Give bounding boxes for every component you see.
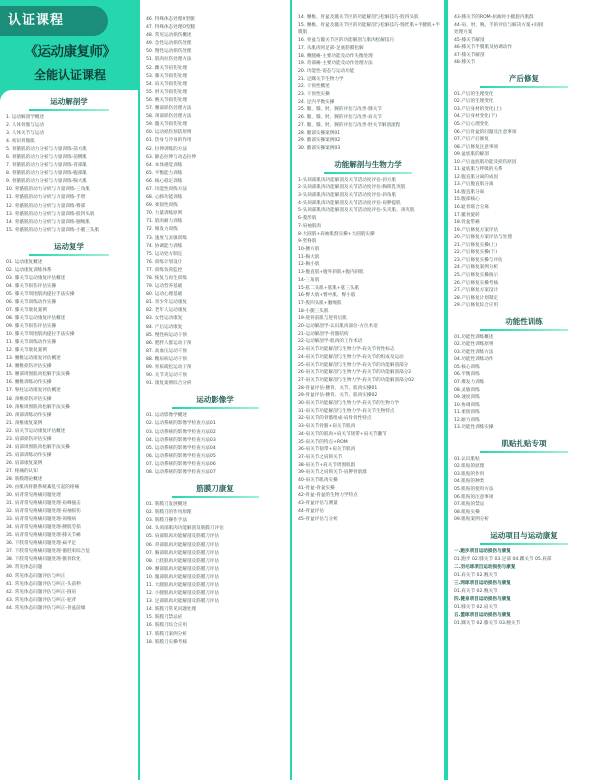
list-item: 74. 协调能力训练 bbox=[146, 243, 183, 249]
list-item: 44-肩、肘、腕、手的评估与解决方案+间接 bbox=[454, 22, 544, 28]
list-item: 23. 干预性实操 bbox=[298, 92, 330, 98]
release-list bbox=[292, 0, 444, 153]
list-item: 75. 运动处方制定 bbox=[146, 251, 183, 257]
list-item: 08.灵敏训练 bbox=[454, 387, 480, 393]
list-item: 02.肌贴的原理 bbox=[454, 464, 485, 470]
list-item: 05.产后心理变化 bbox=[454, 122, 489, 128]
list-item: 14.腹直肌分离 bbox=[454, 189, 485, 195]
list-item: 03. 运动系统的影像学检查方法02 bbox=[146, 429, 216, 435]
list-item: 27. 腿、膝、肘、腕的评估与改善-肘关节解剖流程 bbox=[298, 122, 401, 128]
list-item: 05.肌贴的使用方法 bbox=[454, 486, 494, 492]
list-item: 17. 脊柱运动康复评估概述 bbox=[6, 388, 61, 394]
list-item: 57. 腰部损伤处理方法 bbox=[146, 106, 192, 112]
list-item: 03.产后身材的变化(上) bbox=[454, 106, 502, 112]
list-item: 09. 膝关节损伤评估实操 bbox=[6, 324, 57, 330]
list-item: 85. 慢性病运动干预 bbox=[146, 332, 187, 338]
list-item: 9-竖脊肌 bbox=[298, 239, 317, 245]
list-item: 35. 肩背常见疼痛问题处理-膝关节痛 bbox=[6, 533, 81, 539]
list-item: 20. 颈部训练动作实操 bbox=[6, 412, 52, 418]
list-item: 19-胫骨前肌与胫骨后肌 bbox=[298, 316, 347, 322]
list-item: 61. 热身与冷身的作用 bbox=[146, 138, 192, 144]
list-item: 4. 初识骨骼肌 bbox=[6, 139, 35, 145]
list-item: 17. 筋膜刀案例分析 bbox=[146, 631, 187, 637]
list-item: 16. 骨盆与髋关节区的功能解剖与肌肉松解技巧 bbox=[298, 38, 395, 44]
list-item: 59. 髋关节损伤处理 bbox=[146, 122, 187, 128]
list-item: 34. 肩背常见疼痛问题处理-腰肌劳损 bbox=[6, 525, 81, 531]
column-3 bbox=[292, 0, 444, 780]
list-item: 11. 膝关节训练动作实操 bbox=[6, 340, 57, 346]
sport-group-title: 二.羽毛球项目运动损伤与康复 bbox=[454, 564, 516, 570]
list-item: 47. 特殊体态处理O型腿 bbox=[146, 25, 196, 31]
list-item: 11. 骨骼肌的动力分析与力量训练-手臂 bbox=[6, 195, 86, 201]
list-item: 29. 腿部实操案例02 bbox=[298, 138, 341, 144]
sport-group-items: 01.肩关节 02.腕关节 bbox=[454, 572, 498, 578]
list-item: 06. 背部肌肉功能解剖及筋膜刀评估 bbox=[146, 542, 220, 548]
list-item: 01.产后的生理变化 bbox=[454, 91, 494, 97]
list-item: 38. 下肢常见疼痛问题处理-髌骨软化 bbox=[6, 557, 81, 563]
list-item: 28. 腿部实操案例01 bbox=[298, 130, 341, 136]
list-item: 32-肩关节的骨骼组成-肩骨骨性特点 bbox=[298, 416, 372, 422]
list-item: 30. 肩背常见疼痛问题处理 bbox=[6, 493, 61, 499]
sport-group-title: 三.网球项目运动损伤与康复 bbox=[454, 580, 511, 586]
list-item: 15. 筋膜刀禁忌症 bbox=[146, 615, 183, 621]
list-item: 40-肩关节肌肉实操 bbox=[298, 478, 338, 484]
list-item: 18. 筋膜刀实操考核 bbox=[146, 639, 187, 645]
list-item: 01. 运动康复概述 bbox=[6, 259, 43, 265]
list-item: 46-膝关节半膜肌及协调动作 bbox=[454, 45, 513, 51]
list-item: 22. 干预性概述 bbox=[298, 84, 330, 90]
list-item: 12. 骨骼肌的动力分析与力量训练-臀部 bbox=[6, 203, 86, 209]
list-item: 02.产后的生理变化 bbox=[454, 99, 494, 105]
list-item: 09.速度训练 bbox=[454, 395, 480, 401]
list-item: 2-头颈部肌肉功能解剖及关节活动度评估-胸锁乳突肌 bbox=[298, 185, 406, 191]
list-item: 08. 上肢肌肉功能解剖及筋膜刀评估 bbox=[146, 558, 220, 564]
list-item: 30. 腿部实操案例03 bbox=[298, 145, 341, 151]
list-item: 26.产后修复实操考核 bbox=[454, 280, 499, 286]
list-item: 12-胸小肌 bbox=[298, 262, 320, 268]
course-badge: 认证课程 bbox=[0, 6, 108, 36]
rehab-list bbox=[0, 259, 138, 613]
sport-group-items: 01.跑步 02.膝关节 03.足部 04.踝关节 05.肩部 bbox=[454, 556, 552, 562]
list-item: 83. 女性运动康复 bbox=[146, 316, 183, 322]
list-item: 78. 恢复与再生训练 bbox=[146, 276, 187, 281]
sport-group-items: 01.膝关节 02.肩关节 bbox=[454, 604, 498, 610]
list-item: 13.功能性训练实操 bbox=[454, 425, 494, 431]
list-item: 07.产后产后修复 bbox=[454, 137, 489, 143]
list-item: 09. 腰部肌肉功能解剖及筋膜刀评估 bbox=[146, 566, 220, 572]
list-item: 07. 运动系统的影像学检查方法06 bbox=[146, 461, 216, 467]
list-item: 25. 肩部训练动作实操 bbox=[6, 452, 52, 458]
list-item: 29.产后修复综合应用 bbox=[454, 303, 499, 309]
list-item: 28. 筋膜理论概述 bbox=[6, 476, 43, 482]
list-item: 03. 膝关节运动康复评估概述 bbox=[6, 275, 66, 281]
list-item: 41. 常见体态问题评估与纠正-头前伸 bbox=[6, 581, 81, 587]
list-item: 6. 骨骼肌的动力分析与力量训练-前侧肌 bbox=[6, 155, 88, 161]
list-item: 16.耻骨联合分离 bbox=[454, 205, 489, 211]
list-item: 11.盆底肌与呼吸的关系 bbox=[454, 167, 503, 173]
list-item: 15. 骨骼肌的动力分析与力量训练-小腿三头肌 bbox=[6, 227, 100, 233]
list-item: 15-肱二头肌+肱肌+肱三头肌 bbox=[298, 285, 360, 291]
list-item: 70. 力量训练原则 bbox=[146, 211, 183, 217]
list-item: 14. 骨骼肌的动力分析与力量训练-腘绳肌 bbox=[6, 219, 90, 225]
list-item: 43-膝关节的ROM-屈曲时小腿旋内肌群 bbox=[454, 15, 534, 20]
list-item: 64. 本体感觉训练 bbox=[146, 162, 183, 168]
sport-groups bbox=[448, 548, 600, 628]
list-item: 12. 小腿肌肉功能解剖及筋膜刀评估 bbox=[146, 591, 220, 597]
section-title: 运动解剖学 bbox=[0, 96, 138, 111]
list-item: 08. 膝关节运动康复评估概述 bbox=[6, 316, 66, 322]
list-item: 13. 腰椎运动康复评估概述 bbox=[6, 356, 61, 362]
title-line-2: 全能认证课程 bbox=[33, 68, 106, 82]
list-item: 72. 爆发力训练 bbox=[146, 227, 178, 233]
list-item: 42. 常见体态问题评估与纠正-圆肩 bbox=[6, 589, 77, 595]
list-item: 17.骶骨旋转 bbox=[454, 212, 480, 218]
list-item: 07. 胸部肌肉功能解剖及筋膜刀评估 bbox=[146, 550, 220, 556]
list-item: 10. 骨骼肌的动力分析与力量训练-三角肌 bbox=[6, 187, 90, 193]
list-item: 12. 膝关节康复案例 bbox=[6, 348, 47, 354]
list-item: 25.产后修复实操演示 bbox=[454, 272, 499, 278]
postpartum-list bbox=[448, 91, 600, 310]
list-item: 24. 足内平衡实操 bbox=[298, 99, 335, 105]
list-item: 02. 运动系统的影像学检查方法01 bbox=[146, 421, 216, 427]
list-item: 27.产后修复方案设计 bbox=[454, 288, 499, 294]
list-item: 44-骨盆评估 bbox=[298, 508, 324, 514]
list-item: 68. 心肺功能训练 bbox=[146, 195, 183, 201]
list-item: 24.产后修复案例分析 bbox=[454, 265, 499, 271]
list-item: 12.腹直肌分离的成因 bbox=[454, 174, 499, 180]
list-item: 33. 肩背常见疼痛问题处理-颈椎病 bbox=[6, 517, 77, 523]
list-item: 01.功能性训练概述 bbox=[454, 334, 494, 340]
list-item: 02.功能性训练原则 bbox=[454, 342, 494, 348]
list-item: 51. 肌肉拉伤处理方法 bbox=[146, 57, 192, 63]
knee-list bbox=[448, 0, 600, 67]
list-item: 39. 常见体态问题 bbox=[6, 565, 43, 571]
list-item: 58. 颈部损伤处理方法 bbox=[146, 114, 192, 120]
list-item: 86. 肥胖人群运动干预 bbox=[146, 340, 192, 346]
column-1 bbox=[0, 90, 138, 780]
list-item: 22. 肩关节运动康复评估概述 bbox=[6, 428, 66, 434]
list-item: 79. 运动营养基础 bbox=[146, 284, 183, 290]
list-item: 30-肩关节功能解剖与生物力学-肩关节的生物力学 bbox=[298, 401, 400, 407]
list-item: 34-肩关节的肌肉+肩关节韧带+肩关节囊节 bbox=[298, 431, 387, 437]
biomechanics-list bbox=[292, 177, 444, 524]
list-item: 10. 髋部肌肉功能解剖及筋膜刀评估 bbox=[146, 574, 220, 580]
list-item: 16. 腰椎训练动作实操 bbox=[6, 380, 52, 386]
list-item: 04.肌贴的种类 bbox=[454, 479, 485, 485]
list-item: 27. 疼痛的认知 bbox=[6, 468, 38, 474]
list-item: 37-肩关节之肩锁关节 bbox=[298, 454, 343, 460]
list-item: 08. 运动系统的影像学检查方法07 bbox=[146, 469, 216, 475]
list-item: 29. 由肌肉骨骼系统紊乱引起的疼痛 bbox=[6, 485, 80, 491]
list-item: 7-肩袖肌肉 bbox=[298, 223, 321, 229]
imaging-list bbox=[140, 412, 290, 477]
list-item: 54. 肩关节损伤处理 bbox=[146, 81, 187, 87]
list-item: 26. 腿、膝、肘、腕的评估与改善-肩关节 bbox=[298, 115, 382, 121]
list-item: 02. 运动康复训练体系 bbox=[6, 267, 52, 273]
section-title: 功能解剖与生物力学 bbox=[292, 159, 444, 174]
list-item: 4-头颈部肌肉功能解剖及关节活动度评估-肩胛提肌 bbox=[298, 200, 401, 206]
list-item: 60. 运动损伤预防原则 bbox=[146, 130, 192, 136]
list-item: 04. 运动系统的影像学检查方法03 bbox=[146, 437, 216, 443]
list-item: 10-腰方肌 bbox=[298, 246, 320, 252]
list-item: 47-膝关节解剖 bbox=[454, 52, 485, 58]
list-item: 82. 老年人运动康复 bbox=[146, 308, 187, 314]
list-item: 20.产后修复方案评估与处理 bbox=[454, 235, 512, 241]
list-item: 6-菱形肌 bbox=[298, 216, 317, 222]
list-item: 65. 平衡能力训练 bbox=[146, 170, 183, 176]
list-item: 31. 肩背常见疼痛问题处理-肩峰撞击 bbox=[6, 501, 81, 507]
list-item: 25. 腿、膝、肘、腕的评估与改善-膝关节 bbox=[298, 107, 382, 113]
list-item: 05. 运动系统的影像学检查方法04 bbox=[146, 445, 216, 451]
list-item: 35-肩关节的特点+ROM bbox=[298, 439, 348, 445]
list-item: 8-大圆肌+肩袖肌群实操+大圆肌实操 bbox=[298, 231, 375, 237]
list-item: 24. 肩部周围肌肉松解手法实操 bbox=[6, 444, 70, 450]
section-title: 功能性训练 bbox=[448, 316, 600, 331]
list-item: 01.认识肌贴 bbox=[454, 456, 480, 462]
list-item: 80. 运动心理基础 bbox=[146, 292, 183, 298]
list-item: 7. 骨骼肌的动力分析与力量训练-背部肌 bbox=[6, 163, 88, 169]
column-4 bbox=[448, 0, 600, 780]
list-item: 18. 颈椎损伤评估实操 bbox=[6, 396, 52, 402]
list-item: 53. 膝关节损伤处理 bbox=[146, 73, 187, 79]
list-item: 49. 急性运动损伤处理 bbox=[146, 41, 192, 47]
list-item: 19.产后修复方案评估 bbox=[454, 227, 499, 233]
list-item: 13-腹直肌+腹外斜肌+腹内斜肌 bbox=[298, 270, 364, 276]
list-item: 28-骨盆评估-腰背、关节、肌肉实操01 bbox=[298, 385, 378, 391]
list-item: 26-肩关节功能解剖与生物力学-肩关节的功能解剖部分2 bbox=[298, 370, 412, 376]
list-item: 06.平衡训练 bbox=[454, 372, 480, 378]
list-item: 16. 筋膜刀综合应用 bbox=[146, 623, 187, 629]
section-title: 运动复学 bbox=[0, 241, 138, 256]
list-item: 23-肩关节功能解剖与生物力学-肩关节骨性标志 bbox=[298, 347, 395, 353]
section-title: 肌贴扎贴专项 bbox=[448, 438, 600, 453]
list-item: 36-肩关节韧带+肩关节肌肉 bbox=[298, 447, 356, 453]
list-item: 1-头颈部肌肉功能解剖及关节活动度评估-斜方肌 bbox=[298, 177, 397, 183]
list-item: 04. 头颈部肌肉功能解剖及筋膜刀评估 bbox=[146, 526, 224, 532]
list-item: 05. 肩部肌肉功能解剖及筋膜刀评估 bbox=[146, 534, 220, 540]
list-item: 66. 核心稳定训练 bbox=[146, 178, 183, 184]
list-item: 18.骨盆带痛 bbox=[454, 220, 480, 226]
list-item: 02. 筋膜刀的作用原理 bbox=[146, 510, 192, 516]
list-item: 06.肌贴的注意事项 bbox=[454, 494, 494, 500]
list-item: 05. 膝关节周围肌肉提拉手法实操 bbox=[6, 291, 75, 297]
list-item: 04.功能性训练动作 bbox=[454, 357, 494, 363]
list-item: 50. 慢性运动损伤处理 bbox=[146, 49, 192, 55]
list-item: 71. 肌肉耐力训练 bbox=[146, 219, 183, 225]
list-item: 89. 骨质疏松运动干预 bbox=[146, 365, 192, 371]
list-item: 45-骨盆评估与分析 bbox=[298, 516, 338, 522]
list-item: 13.产后腹直肌分离 bbox=[454, 182, 494, 188]
list-item: 21. 颈椎康复案例 bbox=[6, 420, 43, 426]
list-item: 76. 训练计划设计 bbox=[146, 259, 183, 265]
list-item: 19. 颈椎周围肌肉松解手法实操 bbox=[6, 404, 70, 410]
list-item: 9. 骨骼肌的动力分析与力量训练-胸大肌 bbox=[6, 179, 88, 185]
list-item: 41-骨盆-骨盆实操 bbox=[298, 485, 335, 491]
list-item: 06. 运动系统的影像学检查方法05 bbox=[146, 453, 216, 459]
list-item: 84. 产后运动康复 bbox=[146, 324, 183, 330]
list-item: 23. 肩部损伤评估实操 bbox=[6, 436, 52, 442]
list-item: 5-头颈部肌肉功能解剖及关节活动度评估-头夹肌、颈夹肌 bbox=[298, 208, 415, 214]
list-item: 09.盆底肌的解剖 bbox=[454, 152, 489, 158]
list-item: 处理方案 bbox=[454, 30, 473, 36]
list-item: 73. 速度与灵敏训练 bbox=[146, 235, 187, 241]
list-item: 33-肩关节骨骼+肩关节肌肉 bbox=[298, 424, 356, 430]
list-item: 3-头颈部肌肉功能解剖及关节活动度评估-斜角肌 bbox=[298, 193, 397, 199]
list-item: 23.产后修复实操与评估 bbox=[454, 257, 503, 263]
list-item: 07.肌贴的禁忌 bbox=[454, 502, 485, 508]
list-item: 27-肩关节功能解剖与生物力学-肩关节的功能解剖部分02 bbox=[298, 377, 415, 383]
list-item: 48. 常见运动损伤概述 bbox=[146, 33, 192, 39]
list-item: 37. 下肢常见疼痛问题处理-髂胫束综合征 bbox=[6, 549, 90, 555]
list-item: 13. 骨骼肌的动力分析与力量训练-股四头肌 bbox=[6, 211, 95, 217]
sport-group-title: 四.健身项目运动损伤与康复 bbox=[454, 596, 511, 602]
list-item: 15. 腰椎、骨盆及髋关节区的功能解剖与松解技巧-缝匠肌+半腱肌+半膜肌 bbox=[298, 22, 441, 36]
sport-group-title: 一.跑步项目运动损伤与康复 bbox=[454, 548, 511, 554]
kinesio-tape-list bbox=[448, 456, 600, 524]
list-item: 01. 筋膜刀发展概述 bbox=[146, 502, 187, 508]
list-item: 17-股四头肌+腘绳肌 bbox=[298, 300, 342, 306]
list-item: 22.产后修复实操(下) bbox=[454, 250, 498, 256]
anatomy-list bbox=[0, 114, 138, 235]
list-item: 03. 筋膜刀操作手法 bbox=[146, 518, 187, 524]
sport-group-items: 01.肩关节 02.腕关节 bbox=[454, 588, 498, 594]
list-item: 25-肩关节功能解剖与生物力学-肩关节的功能解剖部分 bbox=[298, 362, 409, 368]
list-item: 90. 关节炎运动干预 bbox=[146, 373, 187, 379]
section-title: 运动影像学 bbox=[140, 394, 290, 409]
list-item: 62. 拉伸训练的方法 bbox=[146, 146, 187, 152]
list-item: 24-肩关节功能解剖与生物力学-肩关节的组成及运动 bbox=[298, 354, 404, 360]
list-item: 67. 功能性训练方法 bbox=[146, 186, 187, 192]
list-item: 10. 膝关节周围肌肉提拉手法实操 bbox=[6, 332, 75, 338]
list-item: 20-运动解剖学-认识肌肉部位-方位术语 bbox=[298, 324, 378, 330]
list-item: 11.柔韧训练 bbox=[454, 410, 480, 416]
list-item: 48-膝关节 bbox=[454, 60, 476, 66]
list-item: 08.产后修复注意事项 bbox=[454, 144, 499, 150]
functional-training-list bbox=[448, 334, 600, 432]
list-item: 8. 骨骼肌的动力分析与力量训练-腹部肌 bbox=[6, 171, 88, 177]
posture-injury-list bbox=[140, 0, 290, 388]
page-title bbox=[8, 40, 132, 83]
list-item: 46. 特殊体态处理X型腿 bbox=[146, 17, 195, 22]
section-title: 筋膜刀康复 bbox=[140, 483, 290, 498]
list-item: 07.爆发力训练 bbox=[454, 379, 485, 385]
list-item: 36. 下肢常见疼痛问题处理-扁平足 bbox=[6, 541, 77, 547]
list-item: 43. 常见体态问题评估与纠正-驼背 bbox=[6, 597, 77, 603]
list-item: 40. 常见体态问题评估与纠正 bbox=[6, 573, 66, 579]
list-item: 21. 足踝关节生物力学 bbox=[298, 76, 344, 82]
list-item: 39-肩关节之肩锁关节-肩胛骨肌群 bbox=[298, 470, 367, 476]
list-item: 15.腹部核心 bbox=[454, 197, 480, 203]
title-line-1: 《运动康复师》 bbox=[24, 44, 116, 60]
list-item: 32. 肩背常见疼痛问题处理-肩袖损伤 bbox=[6, 509, 81, 515]
list-item: 14. 腰椎、骨盆及髋关节区的功能解剖与松解技巧-股四头肌 bbox=[298, 15, 419, 20]
list-item: 05.核心训练 bbox=[454, 364, 480, 370]
list-item: 21.产后修复实操(上) bbox=[454, 242, 498, 248]
list-item: 15. 腰部周围肌肉松解手法实操 bbox=[6, 372, 70, 378]
list-item: 63. 静态拉伸与动态拉伸 bbox=[146, 154, 197, 160]
list-item: 21-运动解剖学-骨骼结构 bbox=[298, 331, 349, 337]
list-item: 09.肌贴案例分析 bbox=[454, 517, 489, 523]
list-item: 04.产后身材变化(下) bbox=[454, 114, 498, 120]
list-item: 14. 腰椎损伤评估实操 bbox=[6, 364, 52, 370]
list-item: 87. 高血压运动干预 bbox=[146, 348, 187, 354]
list-item: 06.产后骨盆的问题及注意事项 bbox=[454, 129, 517, 135]
list-item: 38-肩关节+肩关节周围肌群 bbox=[298, 462, 356, 468]
sport-group-items: 01.踝关节 02.膝关节 03.腕关节 bbox=[454, 620, 521, 626]
list-item: 11. 大腿肌肉功能解剖及筋膜刀评估 bbox=[146, 583, 220, 588]
list-item: 10.协调训练 bbox=[454, 402, 480, 408]
list-item: 03.功能性训练方法 bbox=[454, 349, 494, 355]
list-item: 13. 足部肌肉功能解剖及筋膜刀评估 bbox=[146, 599, 220, 605]
list-item: 55. 肘关节损伤处理 bbox=[146, 89, 187, 95]
list-item: 10.产后盆底肌功能及损伤原因 bbox=[454, 159, 517, 165]
sport-group-title: 五.篮球项目运动损伤与康复 bbox=[454, 612, 511, 618]
list-item: 28.产后修复计划制定 bbox=[454, 295, 499, 301]
fascia-knife-list bbox=[140, 501, 290, 647]
list-item: 01. 运动影像学概述 bbox=[146, 413, 187, 419]
section-title: 产后修复 bbox=[448, 73, 600, 88]
list-item: 20. 功能性-姿态与运动功能 bbox=[298, 68, 355, 74]
list-item: 17. 从肌肉到足部-足底筋膜松解 bbox=[298, 45, 364, 51]
list-item: 5. 骨骼肌的动力分析与力量训练-前方肌 bbox=[6, 147, 88, 153]
list-item: 1. 运动解剖学概述 bbox=[6, 115, 45, 120]
list-item: 07. 膝关节康复案例 bbox=[6, 307, 47, 313]
column-2 bbox=[140, 0, 290, 780]
list-item: 18. 腰腿痛-主要功能及动作失衡处理 bbox=[298, 53, 373, 59]
list-item: 06. 膝关节训练动作实操 bbox=[6, 299, 57, 305]
section-title: 运动项目与运动康复 bbox=[448, 530, 600, 545]
list-item: 88. 糖尿病运动干预 bbox=[146, 356, 187, 362]
list-item: 77. 训练负荷监控 bbox=[146, 267, 183, 273]
list-item: 12.耐力训练 bbox=[454, 417, 480, 423]
list-item: 19. 背部痛-主要功能及动作处理方法 bbox=[298, 61, 373, 67]
list-item: 42-骨盆-骨盆的生物力学特点 bbox=[298, 493, 358, 499]
list-item: 45-膝关节解剖 bbox=[454, 37, 485, 43]
list-item: 03.肌贴的作用 bbox=[454, 471, 485, 477]
list-item: 52. 踝关节扭伤处理 bbox=[146, 65, 187, 71]
list-item: 18-小腿三头肌 bbox=[298, 308, 329, 314]
list-item: 11-胸大肌 bbox=[298, 254, 320, 260]
list-item: 91. 康复案例综合分析 bbox=[146, 381, 192, 387]
list-item: 14. 筋膜刀常见问题处理 bbox=[146, 607, 197, 613]
list-item: 43-骨盆评估与测量 bbox=[298, 501, 338, 507]
list-item: 56. 腕关节损伤处理 bbox=[146, 97, 187, 103]
list-item: 2. 人体骨骼与运动 bbox=[6, 123, 45, 129]
list-item: 04. 膝关节损伤评估实操 bbox=[6, 283, 57, 289]
list-item: 44. 常见体态问题评估与纠正-骨盆前倾 bbox=[6, 605, 86, 611]
list-item: 26. 肩部康复案例 bbox=[6, 460, 43, 466]
list-item: 22-运动解剖学-肌肉的工作术语 bbox=[298, 339, 363, 345]
list-item: 69. 柔韧性训练 bbox=[146, 203, 178, 209]
list-item: 16-臀大肌+臀中肌、臀小肌 bbox=[298, 293, 356, 299]
list-item: 29-骨盆评估-腰背、关节、肌肉实操02 bbox=[298, 393, 378, 399]
list-item: 31-肩关节功能解剖与生物力学-肩关节生物特点 bbox=[298, 408, 395, 414]
list-item: 14-三角肌 bbox=[298, 277, 320, 283]
list-item: 3. 人体关节与运动 bbox=[6, 131, 45, 137]
list-item: 81. 青少年运动康复 bbox=[146, 300, 187, 306]
list-item: 08.肌贴实操 bbox=[454, 509, 480, 515]
